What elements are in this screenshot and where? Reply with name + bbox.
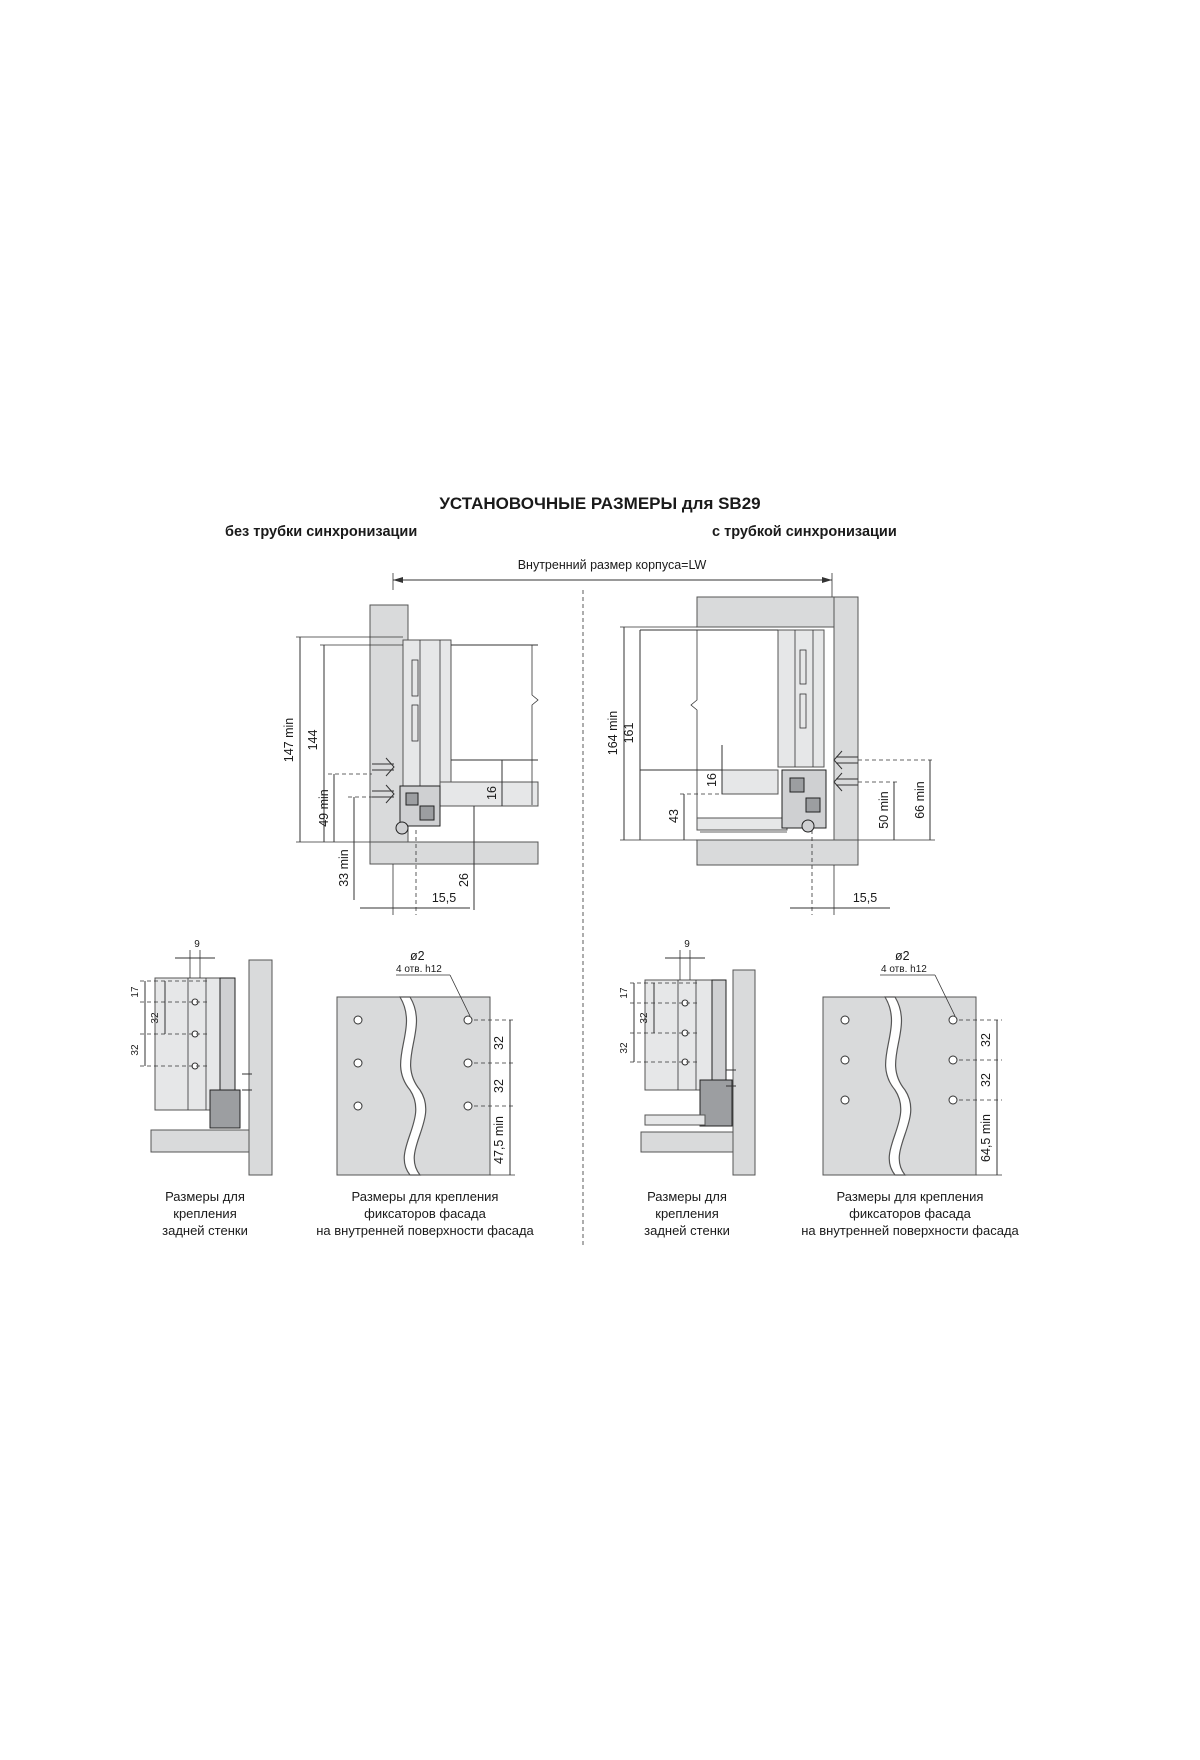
dim-32b-front-left: 32 xyxy=(492,1079,506,1093)
dim-32a-back-right: 32 xyxy=(639,1012,650,1024)
dim-66-min: 66 min xyxy=(913,781,927,819)
dim-min-front-left: 47,5 min xyxy=(492,1116,506,1164)
holes-note-left: 4 отв. h12 xyxy=(396,964,442,975)
dim-33-min: 33 min xyxy=(337,849,351,887)
lw-label: Внутренний размер корпуса=LW xyxy=(517,558,707,572)
dim-147-min: 147 min xyxy=(282,717,296,763)
diameter-label-left: ø2 xyxy=(410,949,425,963)
holes-note-right: 4 отв. h12 xyxy=(881,964,927,975)
dim-50-min: 50 min xyxy=(877,791,891,829)
caption-back-wall-right: Размеры для крепления задней стенки xyxy=(644,1189,730,1238)
subtitle-without-sync: без трубки синхронизации xyxy=(225,524,418,540)
diameter-label-right: ø2 xyxy=(895,949,910,963)
dim-32b-back-right: 32 xyxy=(619,1042,630,1054)
dim-32a-front-right: 32 xyxy=(979,1033,993,1047)
back-wall-right xyxy=(619,939,755,1175)
dim-32b-front-right: 32 xyxy=(979,1073,993,1087)
dim-32b-back-left: 32 xyxy=(130,1044,141,1056)
dim-17-back-right: 17 xyxy=(619,987,630,999)
dim-32a-front-left: 32 xyxy=(492,1036,506,1050)
right-cross-section xyxy=(606,597,935,915)
dim-49-min: 49 min xyxy=(317,789,331,827)
left-cross-section xyxy=(282,605,538,915)
dim-16-left: 16 xyxy=(485,786,499,800)
dim-9-back-right: 9 xyxy=(684,939,690,950)
dim-15-5-left: 15,5 xyxy=(431,891,457,905)
dim-26: 26 xyxy=(457,873,471,887)
dim-17-back-left: 17 xyxy=(130,986,141,998)
dim-min-front-right: 64,5 min xyxy=(979,1114,993,1162)
dim-15-5-right: 15,5 xyxy=(852,891,878,905)
caption-front-left: Размеры для крепления фиксаторов фасада на внутренней поверхности фасада xyxy=(316,1189,534,1238)
front-plate-right xyxy=(823,949,1002,1175)
dim-16-right: 16 xyxy=(705,773,719,787)
dim-161: 161 xyxy=(622,722,636,744)
dim-43: 43 xyxy=(667,809,681,823)
dim-32a-back-left: 32 xyxy=(150,1012,161,1024)
diagram-title: УСТАНОВОЧНЫЕ РАЗМЕРЫ для SB29 xyxy=(439,494,761,513)
dim-9-back-left: 9 xyxy=(194,939,200,950)
front-plate-left xyxy=(337,949,515,1175)
dim-144: 144 xyxy=(306,729,320,751)
caption-back-wall-left: Размеры для крепления задней стенки xyxy=(162,1189,248,1238)
dim-164-min: 164 min xyxy=(606,710,620,756)
subtitle-with-sync: с трубкой синхронизации xyxy=(712,524,897,540)
caption-front-right: Размеры для крепления фиксаторов фасада на внутренней поверхности фасада xyxy=(801,1189,1019,1238)
back-wall-left xyxy=(130,939,272,1175)
